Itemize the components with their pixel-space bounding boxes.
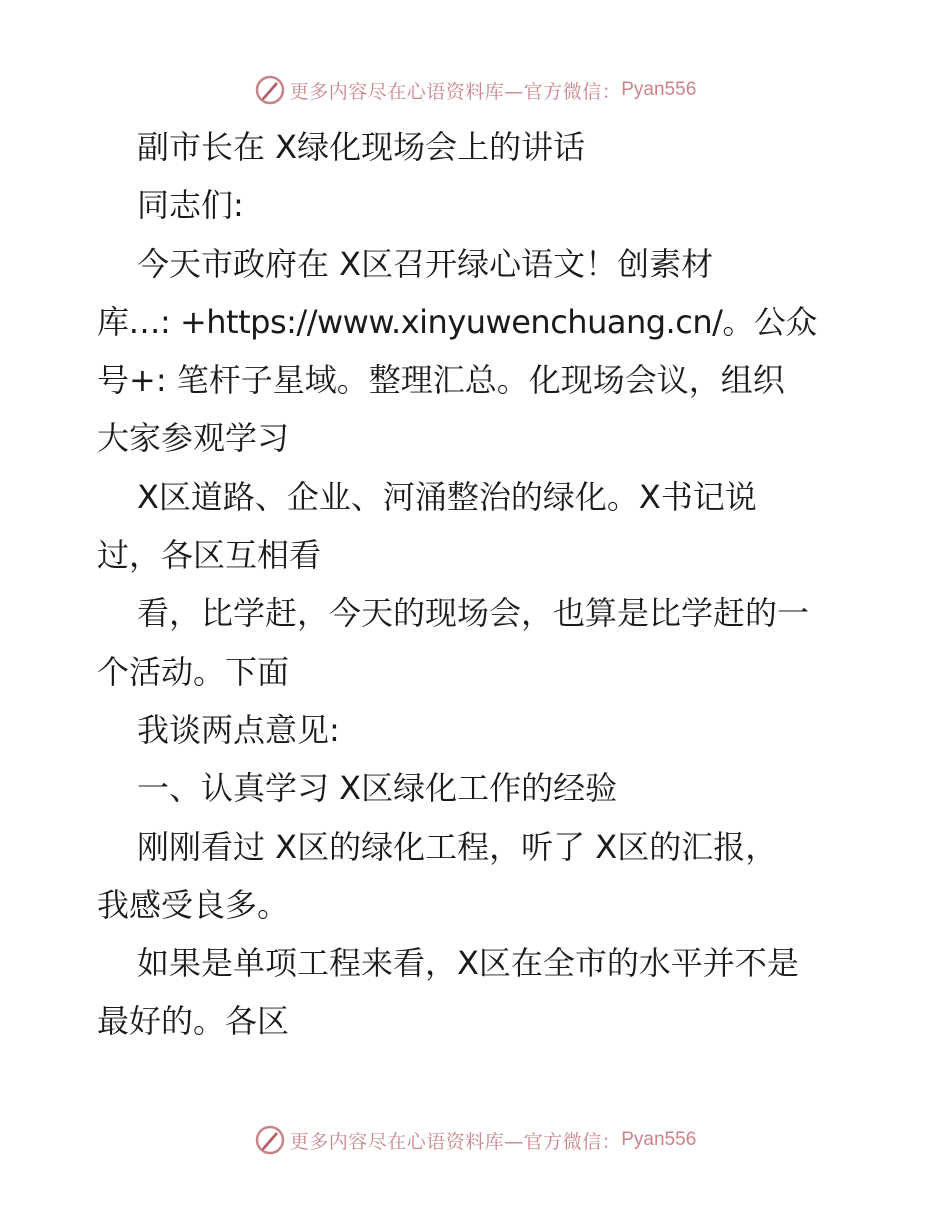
document-body (97, 118, 857, 1051)
document-title: 副市长在 X绿化现场会上的讲话 (137, 128, 586, 166)
salutation: 同志们: (137, 186, 244, 225)
watermark-wechat-id: Pyan556 (621, 1129, 697, 1150)
quill-seal-icon (254, 1124, 286, 1156)
paragraph-line: 看，比学赶，今天的现场会，也算是比学赶的一 (137, 594, 810, 633)
paragraph-line: 我谈两点意见: (137, 710, 340, 749)
watermark-text: 更多内容尽在心语资料库—官方微信： (289, 80, 622, 103)
paragraph-line: 今天市政府在 X区召开绿心语文！创素材 (137, 244, 714, 283)
watermark-text: 更多内容尽在心语资料库—官方微信： (289, 1130, 622, 1153)
paragraph-line: 个活动。下面 (97, 652, 290, 691)
paragraph-line: 如果是单项工程来看，X区在全市的水平并不是 (137, 944, 799, 983)
paragraph-line: 号+: 笔杆子星域。整理汇总。化现场会议，组织 (97, 361, 785, 400)
quill-seal-icon (254, 74, 286, 106)
paragraph-line: X区道路、企业、河涌整治的绿化。X书记说 (137, 477, 757, 516)
watermark-wechat-id: Pyan556 (621, 79, 697, 100)
paragraph-line: 库…: +https://www.xinyuwenchuang.cn/。公众 (97, 302, 817, 341)
paragraph-line: 最好的。各区 (97, 1002, 290, 1041)
footer-watermark (0, 1120, 950, 1160)
paragraph-line: 刚刚看过 X区的绿化工程，听了 X区的汇报， (137, 827, 778, 866)
header-watermark (0, 70, 950, 110)
paragraph-line: 过，各区互相看 (97, 536, 322, 575)
section-heading: 一、认真学习 X区绿化工作的经验 (137, 769, 618, 808)
paragraph-line: 大家参观学习 (97, 419, 290, 458)
paragraph-line: 我感受良多。 (97, 885, 290, 924)
